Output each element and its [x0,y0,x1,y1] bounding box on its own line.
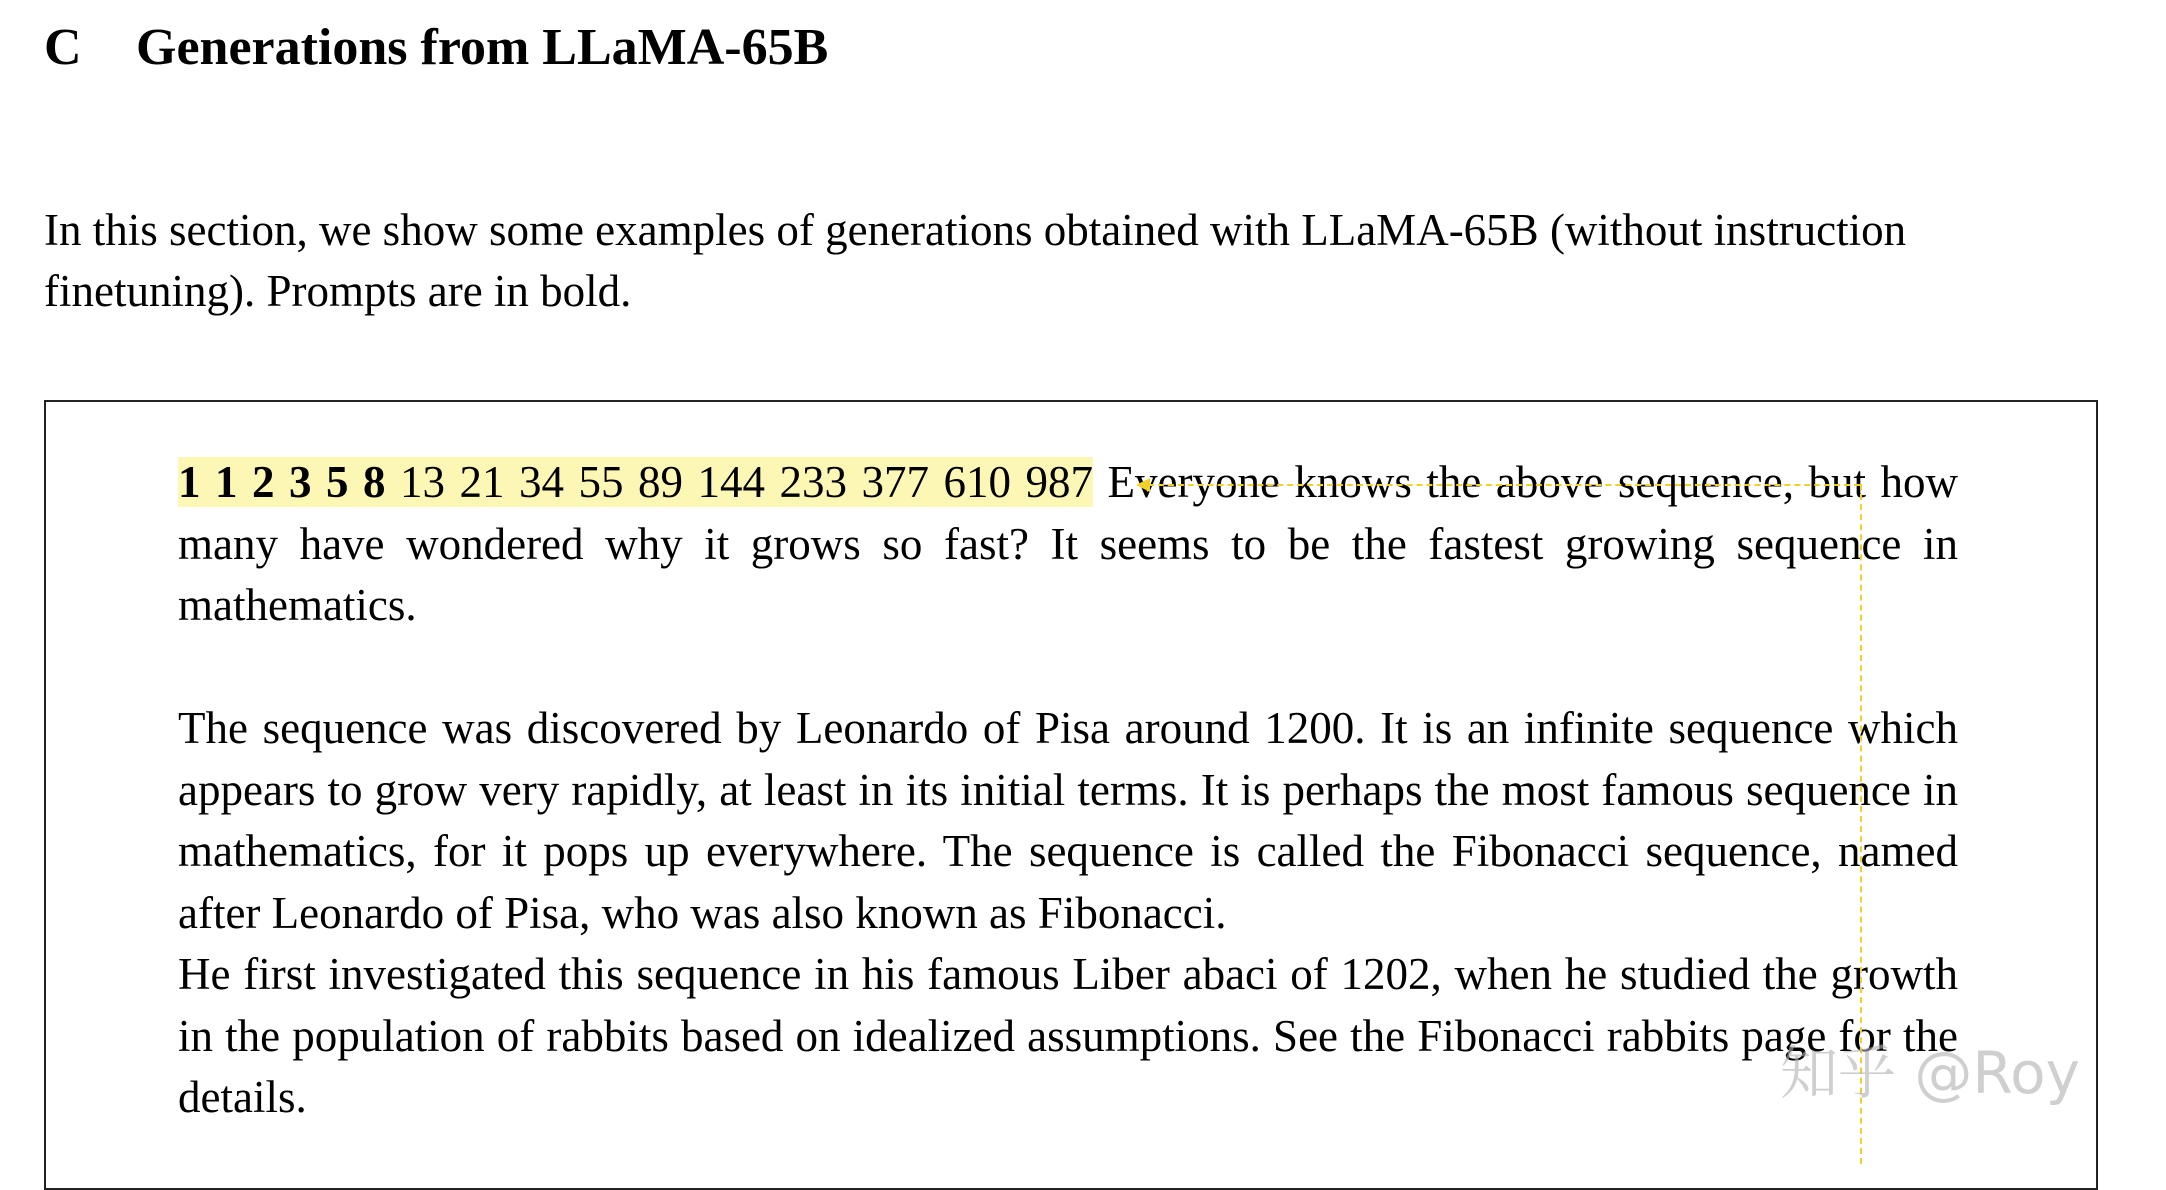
generation-body [178,698,1958,1129]
generation-paragraph-2: The sequence was discovered by Leonardo of Pisa around 1200. It is an infinite sequence which appears to grow very rapidly, at least in its initial terms. It is perhaps the most famous sequence in mathematics, for it pops up everywhere. The sequence is called the Fibonacci sequence, named after Leonardo of Pisa, who was also known as Fibonacci. [178,703,1958,938]
annotation-strike-line [1148,484,1860,486]
section-number: C [44,19,82,76]
highlighted-continuation: 13 21 34 55 89 144 233 377 610 987 [385,457,1093,507]
section-title: Generations from LLaMA-65B [136,19,829,76]
generation-paragraph-1 [178,452,1958,637]
continuation-rest: , but how many have wondered why it grows so fast? It seems to be the fastest growing sequence in mathematics. [178,457,1959,630]
prompt-text: 1 1 2 3 5 8 [178,457,386,507]
generation-paragraph-3: He first investigated this sequence in his famous Liber abaci of 1202, when he studied the growth in the population of rabbits based on idealized assumptions. See the Fibonacci rabbits page for the details. [178,949,1958,1122]
struck-continuation: Everyone knows the above sequence [1093,457,1783,507]
watermark: 知乎 @Roy [1780,1039,2080,1107]
section-heading [44,18,828,77]
intro-paragraph: In this section, we show some examples of generations obtained with LLaMA-65B (without instruction finetuning). Prompts are in bold. [44,205,1907,316]
highlighted-span [178,457,1093,507]
